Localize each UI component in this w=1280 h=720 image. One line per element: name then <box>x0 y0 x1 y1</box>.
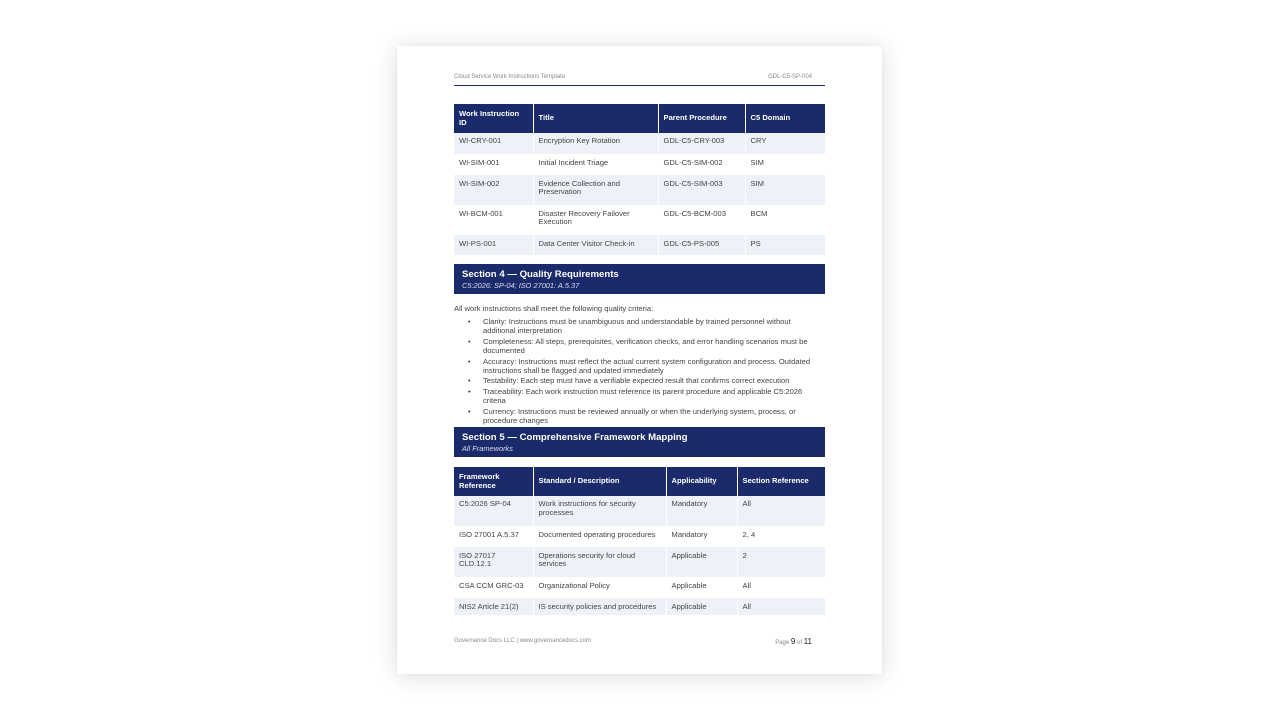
of-word: of <box>797 640 803 646</box>
table-cell: WI-SIM-001 <box>454 154 533 175</box>
column-header: Title <box>533 104 658 133</box>
section-title: Section 4 — Quality Requirements <box>462 269 619 280</box>
section-4-heading <box>454 264 825 294</box>
table-cell: Mandatory <box>666 496 737 526</box>
header-document-title: Cloud Service Work Instructions Template <box>454 74 566 80</box>
table-cell: C5:2026 SP-04 <box>454 496 533 526</box>
table-cell: IS security policies and procedures <box>533 598 666 615</box>
table-row <box>454 496 825 526</box>
table-row <box>454 205 825 235</box>
footer-page-number <box>775 637 812 646</box>
table-cell: ISO 27001 A.5.37 <box>454 526 533 547</box>
section-subtitle: All Frameworks <box>462 444 513 453</box>
footer-company: Governance Docs LLC | www.governancedocs.com <box>454 638 591 644</box>
table-cell: All <box>737 577 825 598</box>
table-row <box>454 133 825 154</box>
table-cell: SIM <box>745 154 825 175</box>
list-item-text: Clarity: Instructions must be unambiguous and understandable by trained personnel without additional interpretation <box>483 317 791 336</box>
table-row <box>454 547 825 577</box>
table-cell: Mandatory <box>666 526 737 547</box>
column-header: Applicability <box>666 467 737 496</box>
list-item-text: Accuracy: Instructions must reflect the actual current system configuration and process. Outdated instructions shall be flagged and updated immediately <box>483 356 811 376</box>
table-cell: SIM <box>745 175 825 205</box>
table-cell: Evidence Collection and Preservation <box>533 175 658 205</box>
table-cell: Documented operating procedures <box>533 526 666 547</box>
table-row <box>454 175 825 205</box>
bullet-icon: • <box>468 356 471 366</box>
table-cell: Disaster Recovery Failover Execution <box>533 205 658 235</box>
table-cell: Operations security for cloud services <box>533 547 666 577</box>
table-cell: Initial Incident Triage <box>533 154 658 175</box>
table-cell: GDL-C5-PS-005 <box>658 235 745 255</box>
table-row <box>454 526 825 547</box>
page-header <box>454 74 825 86</box>
list-item <box>454 357 825 376</box>
page-word: Page <box>775 640 790 646</box>
quality-criteria-list <box>454 317 825 426</box>
table-cell: GDL-C5-SIM-002 <box>658 154 745 175</box>
column-header: Section Reference <box>737 467 825 496</box>
column-header: C5 Domain <box>745 104 825 133</box>
table-row <box>454 598 825 615</box>
table-cell: Applicable <box>666 577 737 598</box>
section-5-heading <box>454 427 825 457</box>
table-cell: Encryption Key Rotation <box>533 133 658 154</box>
table-header-row <box>454 467 825 496</box>
bullet-icon: • <box>468 406 471 416</box>
list-item <box>454 387 825 406</box>
table-cell: WI-SIM-002 <box>454 175 533 205</box>
list-item-text: Traceability: Each work instruction must reference its parent procedure and applicable C5:2026 criteria <box>483 386 803 406</box>
column-header: Framework Reference <box>454 467 533 496</box>
section-subtitle: C5:2026: SP-04; ISO 27001: A.5.37 <box>462 281 580 290</box>
bullet-icon: • <box>468 386 471 396</box>
table-cell: BCM <box>745 205 825 235</box>
table-cell: GDL-C5-CRY-003 <box>658 133 745 154</box>
table-cell: WI-BCM-001 <box>454 205 533 235</box>
section-intro-text: All work instructions shall meet the following quality criteria: <box>454 304 654 313</box>
section-title: Section 5 — Comprehensive Framework Mapping <box>462 432 688 443</box>
table-header-row <box>454 104 825 133</box>
table-cell: Data Center Visitor Check-in <box>533 235 658 255</box>
framework-mapping-table <box>454 467 825 616</box>
list-item <box>454 337 825 356</box>
table-row <box>454 235 825 255</box>
table-cell: GDL-C5-SIM-003 <box>658 175 745 205</box>
column-header: Work Instruction ID <box>454 104 533 133</box>
bullet-icon: • <box>468 336 471 346</box>
total-pages: 11 <box>803 637 812 646</box>
current-page: 9 <box>790 637 796 646</box>
list-item <box>454 317 825 336</box>
column-header: Parent Procedure <box>658 104 745 133</box>
table-cell: CRY <box>745 133 825 154</box>
list-item <box>454 376 825 385</box>
table-row <box>454 577 825 598</box>
table-cell: GDL-C5-BCM-003 <box>658 205 745 235</box>
table-cell: All <box>737 496 825 526</box>
table-cell: Applicable <box>666 598 737 615</box>
header-document-id: GDL-C5-SP-004 <box>767 74 812 80</box>
table-cell: All <box>737 598 825 615</box>
work-instructions-table <box>454 104 825 256</box>
table-row <box>454 154 825 175</box>
table-cell: WI-PS-001 <box>454 235 533 255</box>
document-page <box>397 46 882 674</box>
table-cell: Applicable <box>666 547 737 577</box>
table-cell: Organizational Policy <box>533 577 666 598</box>
table-cell: Work instructions for security processes <box>533 496 666 526</box>
table-cell: 2 <box>737 547 825 577</box>
list-item-text: Testability: Each step must have a verifiable expected result that confirms correct execution <box>483 376 790 386</box>
table-cell: PS <box>745 235 825 255</box>
list-item-text: Completeness: All steps, prerequisites, verification checks, and error handling scenarios must be documented <box>483 336 808 356</box>
table-cell: WI-CRY-001 <box>454 133 533 154</box>
column-header: Standard / Description <box>533 467 666 496</box>
bullet-icon: • <box>468 376 471 386</box>
bullet-icon: • <box>468 317 471 326</box>
table-cell: ISO 27017 CLD.12.1 <box>454 547 533 577</box>
list-item <box>454 407 825 426</box>
table-cell: 2, 4 <box>737 526 825 547</box>
list-item-text: Currency: Instructions must be reviewed annually or when the underlying system, process, or procedure changes <box>483 406 796 426</box>
table-cell: CSA CCM GRC-03 <box>454 577 533 598</box>
table-cell: NIS2 Article 21(2) <box>454 598 533 615</box>
